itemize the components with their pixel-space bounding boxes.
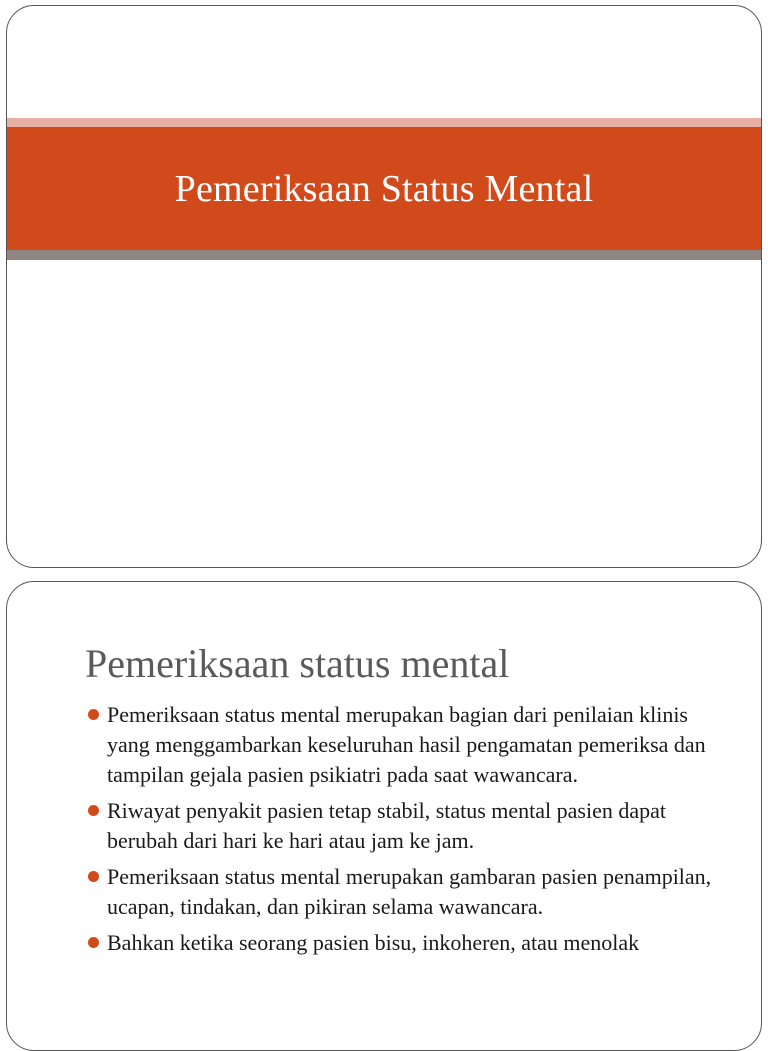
bullet-dot-icon	[88, 805, 99, 816]
bullet-text: Pemeriksaan status mental merupakan bagian dari penilaian klinis yang menggambarkan keseluruhan hasil pengamatan pemeriksa dan tampilan gejala pasien psikiatri pada saat wawancara.	[107, 702, 706, 787]
slide-title: Pemeriksaan Status Mental	[174, 167, 594, 210]
slide-heading: Pemeriksaan status mental	[85, 641, 510, 686]
content-slide	[6, 581, 762, 1051]
bullet-text: Riwayat penyakit pasien tetap stabil, status mental pasien dapat berubah dari hari ke hari atau jam ke jam.	[107, 798, 667, 853]
bullet-dot-icon	[88, 871, 99, 882]
bullet-item	[87, 928, 727, 958]
bullet-dot-icon	[88, 937, 99, 948]
bullet-item	[87, 700, 727, 790]
title-band	[7, 127, 761, 250]
bullet-text: Pemeriksaan status mental merupakan gambaran pasien penampilan, ucapan, tindakan, dan pikiran selama wawancara.	[107, 864, 712, 919]
title-band-top-stripe	[7, 118, 761, 127]
title-slide	[6, 5, 762, 568]
bullet-dot-icon	[88, 709, 99, 720]
bullet-item	[87, 862, 727, 922]
bullet-item	[87, 796, 727, 856]
bullet-text: Bahkan ketika seorang pasien bisu, inkoheren, atau menolak	[107, 930, 640, 955]
title-band-bottom-stripe	[7, 250, 761, 260]
bullet-list	[87, 700, 727, 964]
